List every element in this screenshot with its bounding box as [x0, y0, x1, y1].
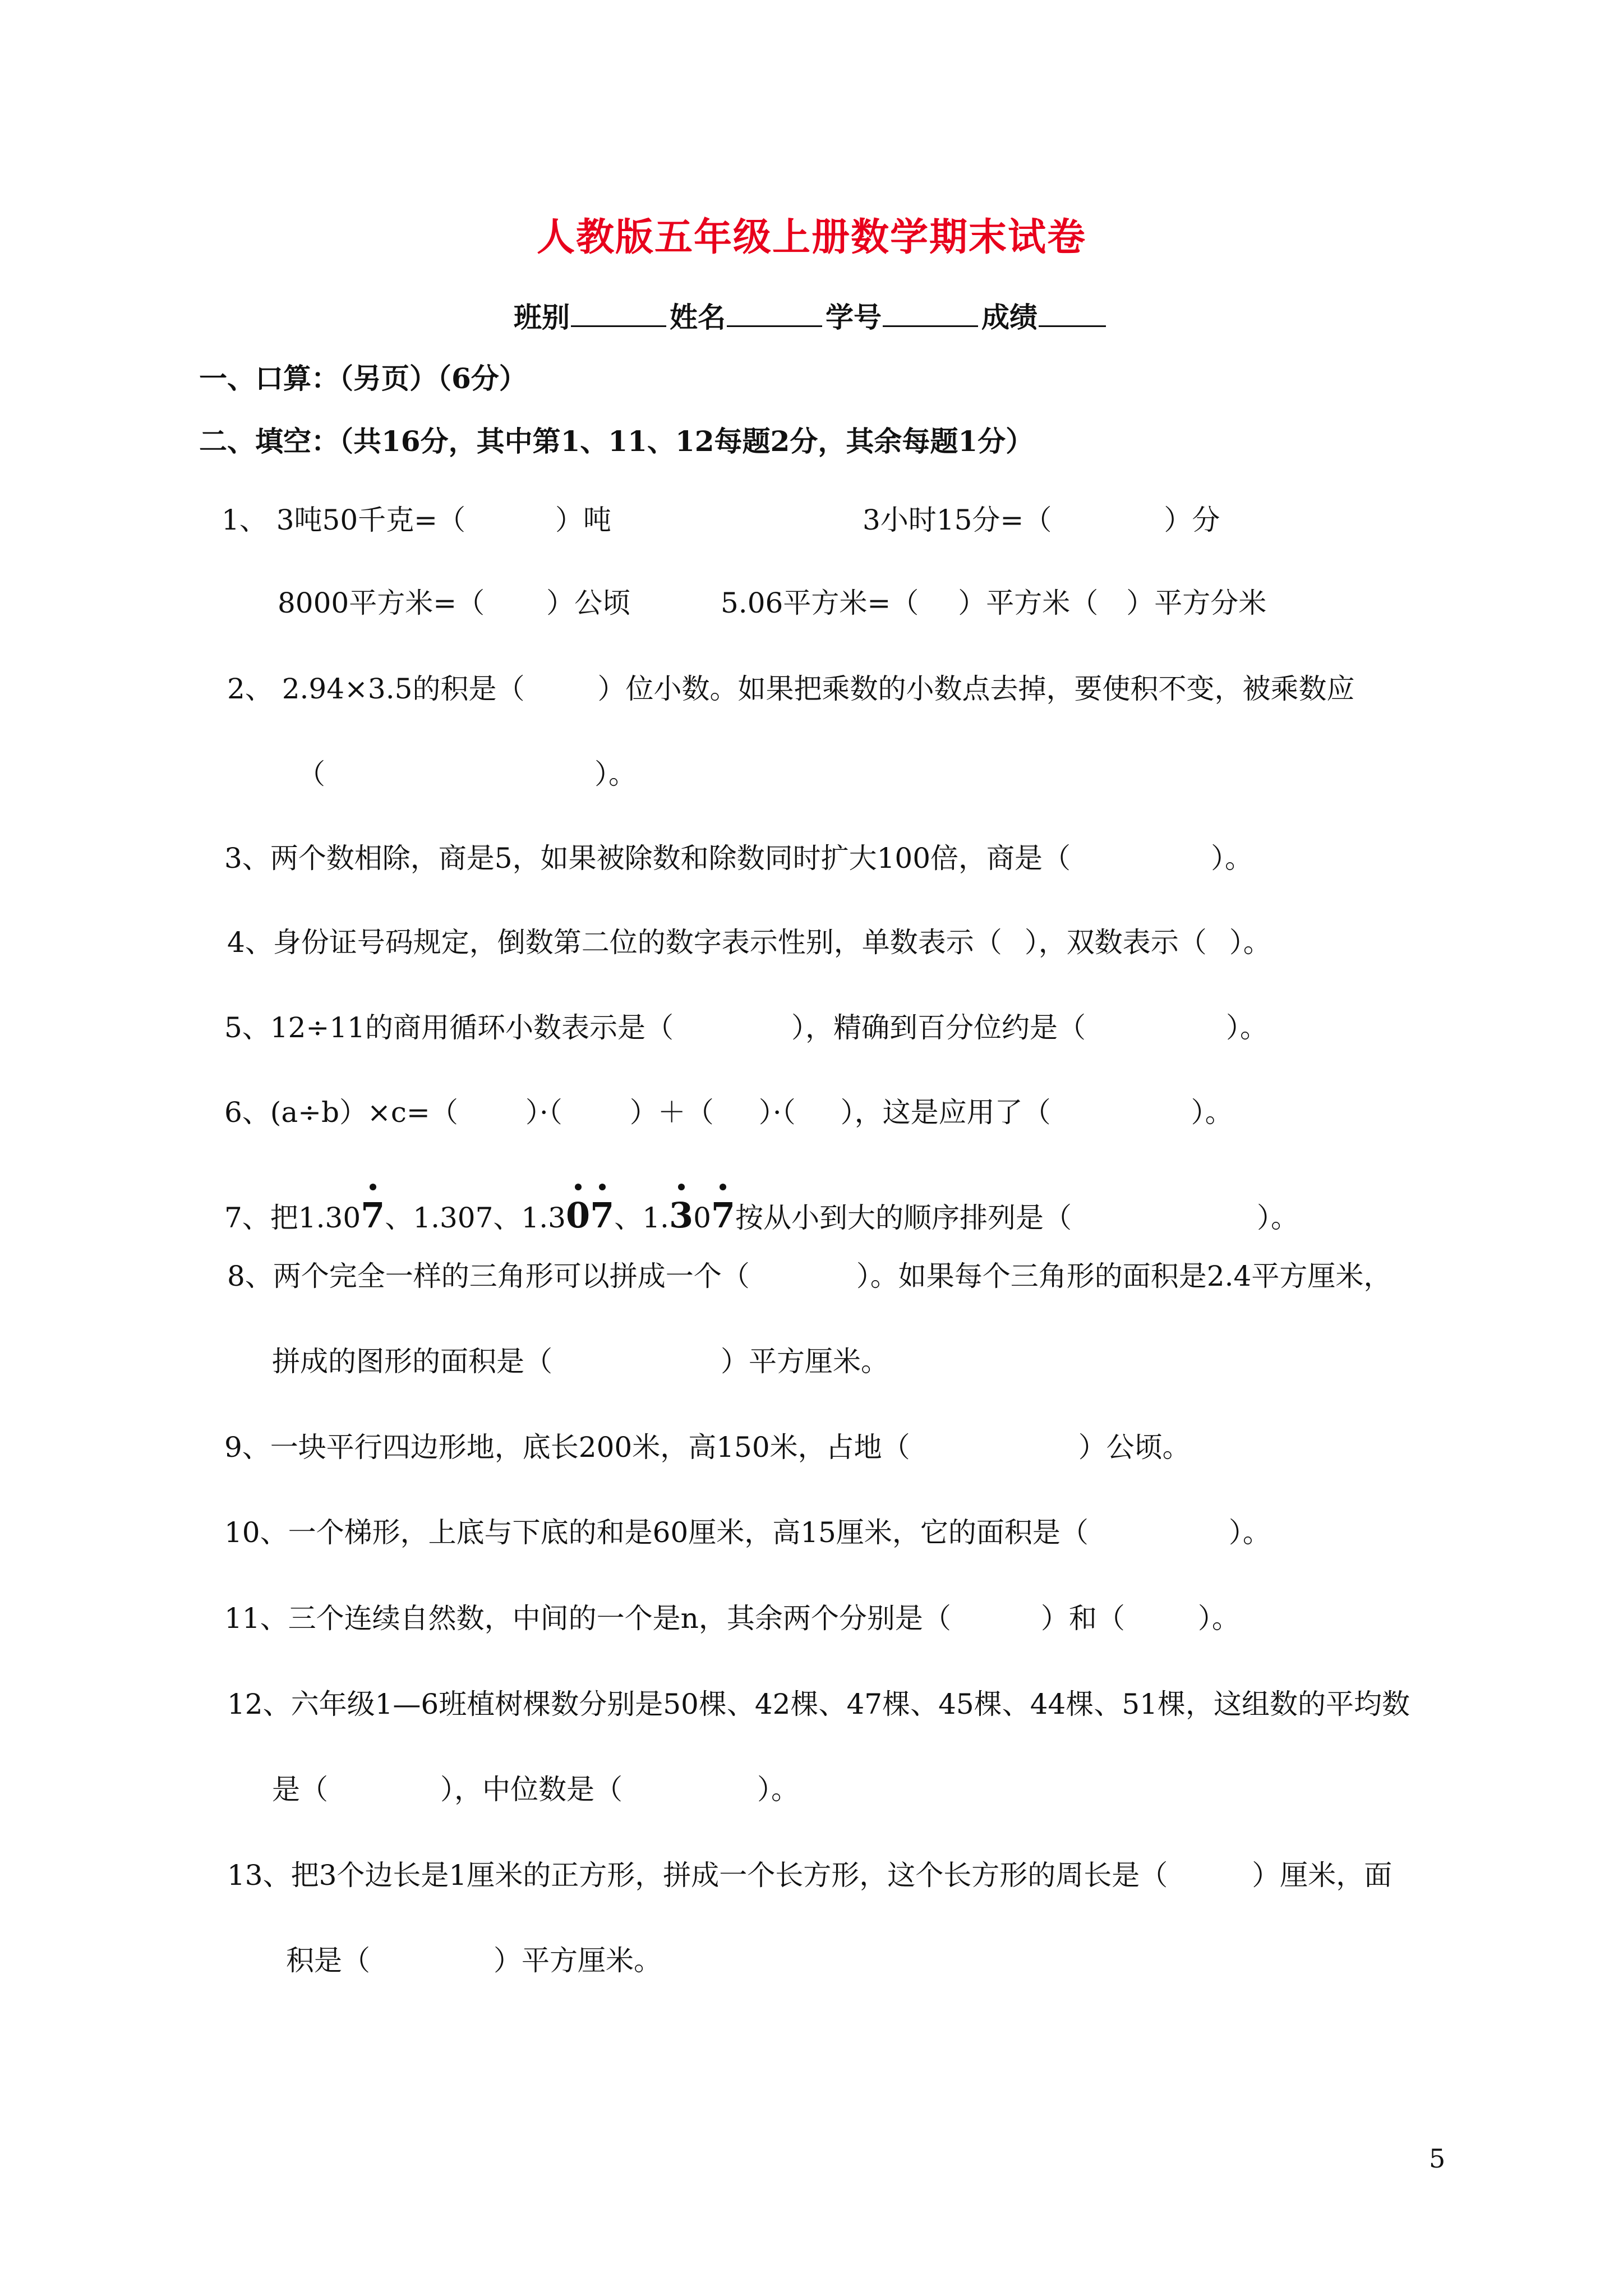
question-3: 3、两个数相除，商是5，如果被除数和除数同时扩大100倍，商是（ ）。 — [224, 842, 1253, 875]
question-5: 5、12÷11的商用循环小数表示是（ ），精确到百分位约是（ ）。 — [224, 1011, 1268, 1044]
exam-title: 人教版五年级上册数学期末试卷 — [536, 215, 1086, 260]
question-12-row-2: 是（ ），中位数是（ ）。 — [272, 1773, 799, 1806]
question-8-row-2: 拼成的图形的面积是（ ）平方厘米。 — [272, 1345, 889, 1378]
repeating-digit: 7 — [361, 1196, 385, 1237]
repeat-dot-mark — [575, 1184, 582, 1190]
question-1-row-1: 1、 3吨50千克=（ ）吨 — [222, 504, 612, 536]
repeating-digit: 0 — [566, 1196, 590, 1237]
name-blank[interactable] — [727, 296, 822, 327]
score-blank[interactable] — [1039, 296, 1106, 327]
question-4: 4、身份证号码规定，倒数第二位的数字表示性别，单数表示（ ），双数表示（ ）。 — [227, 926, 1271, 959]
question-1-row-2b: 5.06平方米=（ ）平方米（ ）平方分米 — [721, 587, 1267, 619]
question-11: 11、三个连续自然数，中间的一个是n，其余两个分别是（ ）和（ ）。 — [224, 1602, 1240, 1635]
repeat-dot-mark — [370, 1184, 376, 1190]
question-2-row-1: 2、 2.94×3.5的积是（ ）位小数。如果把乘数的小数点去掉，要使积不变，被乘数应 — [227, 673, 1355, 705]
question-13-row-1: 13、把3个边长是1厘米的正方形，拼成一个长方形，这个长方形的周长是（ ）厘米，面 — [227, 1859, 1393, 1892]
class-blank[interactable] — [571, 296, 666, 327]
repeating-digit: 7 — [711, 1196, 735, 1237]
class-label: 班别 — [514, 301, 570, 334]
question-7: 7、把1.307 、1.307、1.30 7 、1.3 07 按从小到大的顺序排列是（ ）。 — [224, 1196, 1299, 1237]
question-13-row-2: 积是（ ）平方厘米。 — [286, 1944, 662, 1977]
question-8-row-1: 8、两个完全一样的三角形可以拼成一个（ ）。如果每个三角形的面积是2.4平方厘米， — [227, 1260, 1392, 1292]
question-1-row-2: 8000平方米=（ ）公顷 — [278, 587, 631, 619]
repeating-digit: 7 — [590, 1196, 614, 1237]
name-label: 姓名 — [670, 301, 726, 334]
section-fill-in: 二、填空：（共16分，其中第1、11、12每题2分，其余每题1分） — [199, 425, 1034, 458]
question-1-row-1b: 3小时15分=（ ）分 — [863, 504, 1220, 536]
section-oral-calc: 一、口算：（另页）（6分） — [199, 362, 527, 395]
question-10: 10、一个梯形，上底与下底的和是60厘米，高15厘米，它的面积是（ ）。 — [224, 1516, 1271, 1549]
repeat-dot-mark — [599, 1184, 606, 1190]
score-label: 成绩 — [981, 301, 1038, 334]
student-info-line — [0, 296, 1623, 337]
id-label: 学号 — [826, 301, 882, 334]
repeat-dot-mark — [720, 1184, 726, 1190]
page-number: 5 — [1429, 2143, 1446, 2174]
question-12-row-1: 12、六年级1—6班植树棵数分别是50棵、42棵、47棵、45棵、44棵、51棵，这组数的平均数 — [227, 1688, 1410, 1720]
question-2-row-2: （ ）。 — [297, 758, 637, 790]
question-6: 6、(a÷b）×c=（ ）·（ ）＋（ ）·（ ），这是应用了（ ）。 — [224, 1096, 1233, 1129]
repeating-digit: 3 — [669, 1196, 693, 1237]
id-blank[interactable] — [883, 296, 978, 327]
repeat-dot-mark — [678, 1184, 685, 1190]
question-9: 9、一块平行四边形地，底长200米，高150米，占地（ ）公顷。 — [224, 1431, 1191, 1464]
